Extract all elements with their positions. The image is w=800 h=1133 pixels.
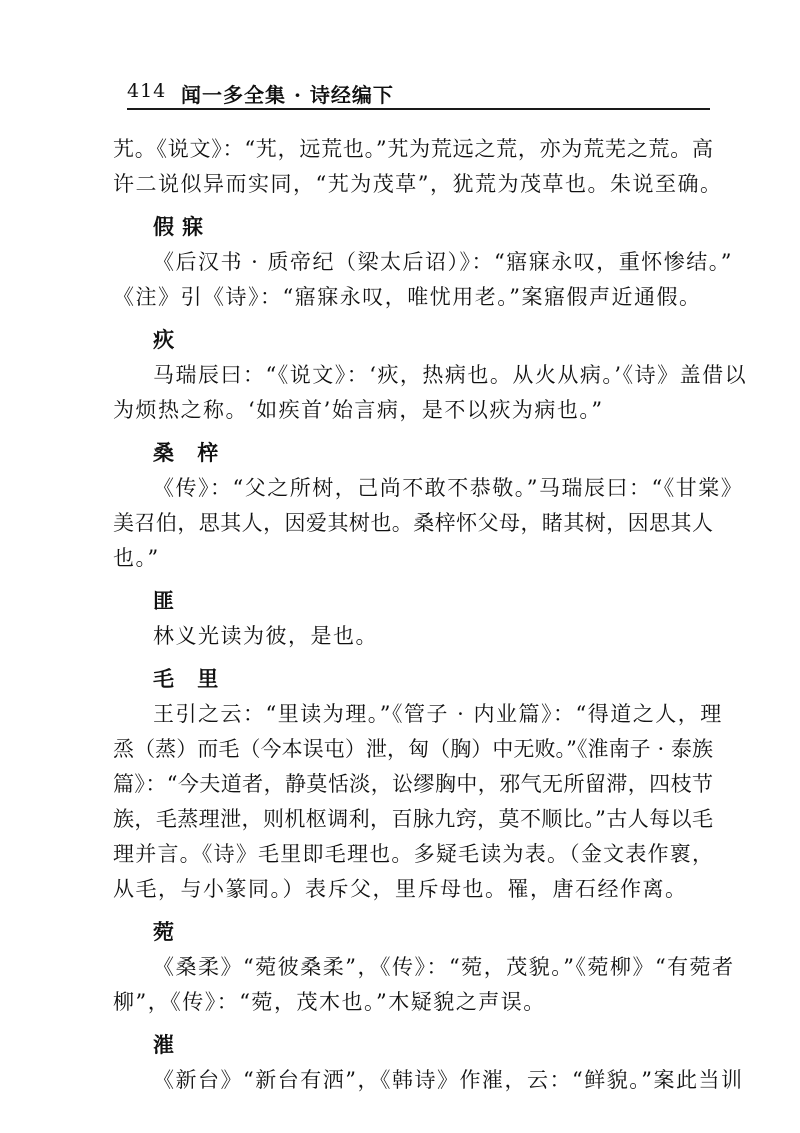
entry-heading: 疢 bbox=[153, 327, 182, 352]
text-line: 许二说似异而实同，“艽为茂草”，犹荒为茂草也。朱说至确。 bbox=[113, 172, 723, 196]
text-line: 为烦热之称。‘如疾首’始言病，是不以疢为病也。” bbox=[113, 398, 604, 422]
page-body bbox=[113, 132, 748, 1098]
text-line: 《新台》“新台有洒”，《韩诗》作漼，云：“鲜貌。”案此当训 bbox=[153, 1068, 744, 1092]
entry-heading: 漼 bbox=[153, 1032, 182, 1057]
entry-heading: 菀 bbox=[153, 919, 182, 944]
text-line: 理并言。《诗》毛里即毛理也。多疑毛读为表。（金文表作褱， bbox=[113, 842, 713, 866]
entry-heading: 匪 bbox=[153, 588, 182, 613]
text-line: 艽。《说文》：“艽，远荒也。”艽为荒远之荒，亦为荒芜之荒。高 bbox=[113, 137, 713, 161]
text-line: 《桑柔》“菀彼桑柔”，《传》：“菀，茂貌。”《菀柳》“有菀者 bbox=[153, 955, 735, 979]
text-line: 柳”，《传》：“菀，茂木也。”木疑貌之声误。 bbox=[113, 990, 546, 1014]
text-line: 《传》：“父之所树，己尚不敢不恭敬。”马瑞辰曰：“《甘棠》 bbox=[153, 476, 744, 500]
entry-heading: 假寐 bbox=[153, 214, 211, 239]
text-line: 族，毛蒸理泄，则机枢调利，百脉九窍，莫不顺比。”古人每以毛 bbox=[113, 807, 713, 831]
text-line: 王引之云：“里读为理。”《管子 · 内业篇》：“得道之人，理 bbox=[153, 702, 723, 726]
text-line: 篇》：“今夫道者，静莫恬淡，讼缪胸中，邪气无所留滞，四枝节 bbox=[113, 772, 713, 796]
entry-heading: 毛 里 bbox=[153, 666, 227, 691]
page-header bbox=[127, 76, 710, 110]
text-line: 《后汉书 · 质帝纪（梁太后诏）》：“寤寐永叹，重怀惨结。” bbox=[153, 250, 733, 274]
text-line: 也。” bbox=[113, 546, 160, 570]
page-number: 414 bbox=[127, 80, 167, 102]
text-line: 《注》引《诗》：“寤寐永叹，唯忧用老。”案寤假声近通假。 bbox=[113, 285, 702, 309]
running-title: 闻一多全集 · 诗经编下 bbox=[181, 83, 394, 107]
text-line: 林义光读为彼，是也。 bbox=[153, 624, 378, 648]
entry-heading: 桑 梓 bbox=[153, 440, 227, 465]
text-line: 烝（蒸）而毛（今本误屯）泄，匈（胸）中无败。”《淮南子 · 泰族 bbox=[113, 737, 713, 761]
text-line: 美召伯，思其人，因爱其树也。桑梓怀父母，睹其树，因思其人 bbox=[113, 511, 713, 535]
text-line: 马瑞辰曰：“《说文》：‘疢，热病也。从火从病。’《诗》盖借以 bbox=[153, 363, 748, 387]
text-line: 从毛，与小篆同。）表斥父，里斥母也。罹，唐石经作离。 bbox=[113, 877, 688, 901]
